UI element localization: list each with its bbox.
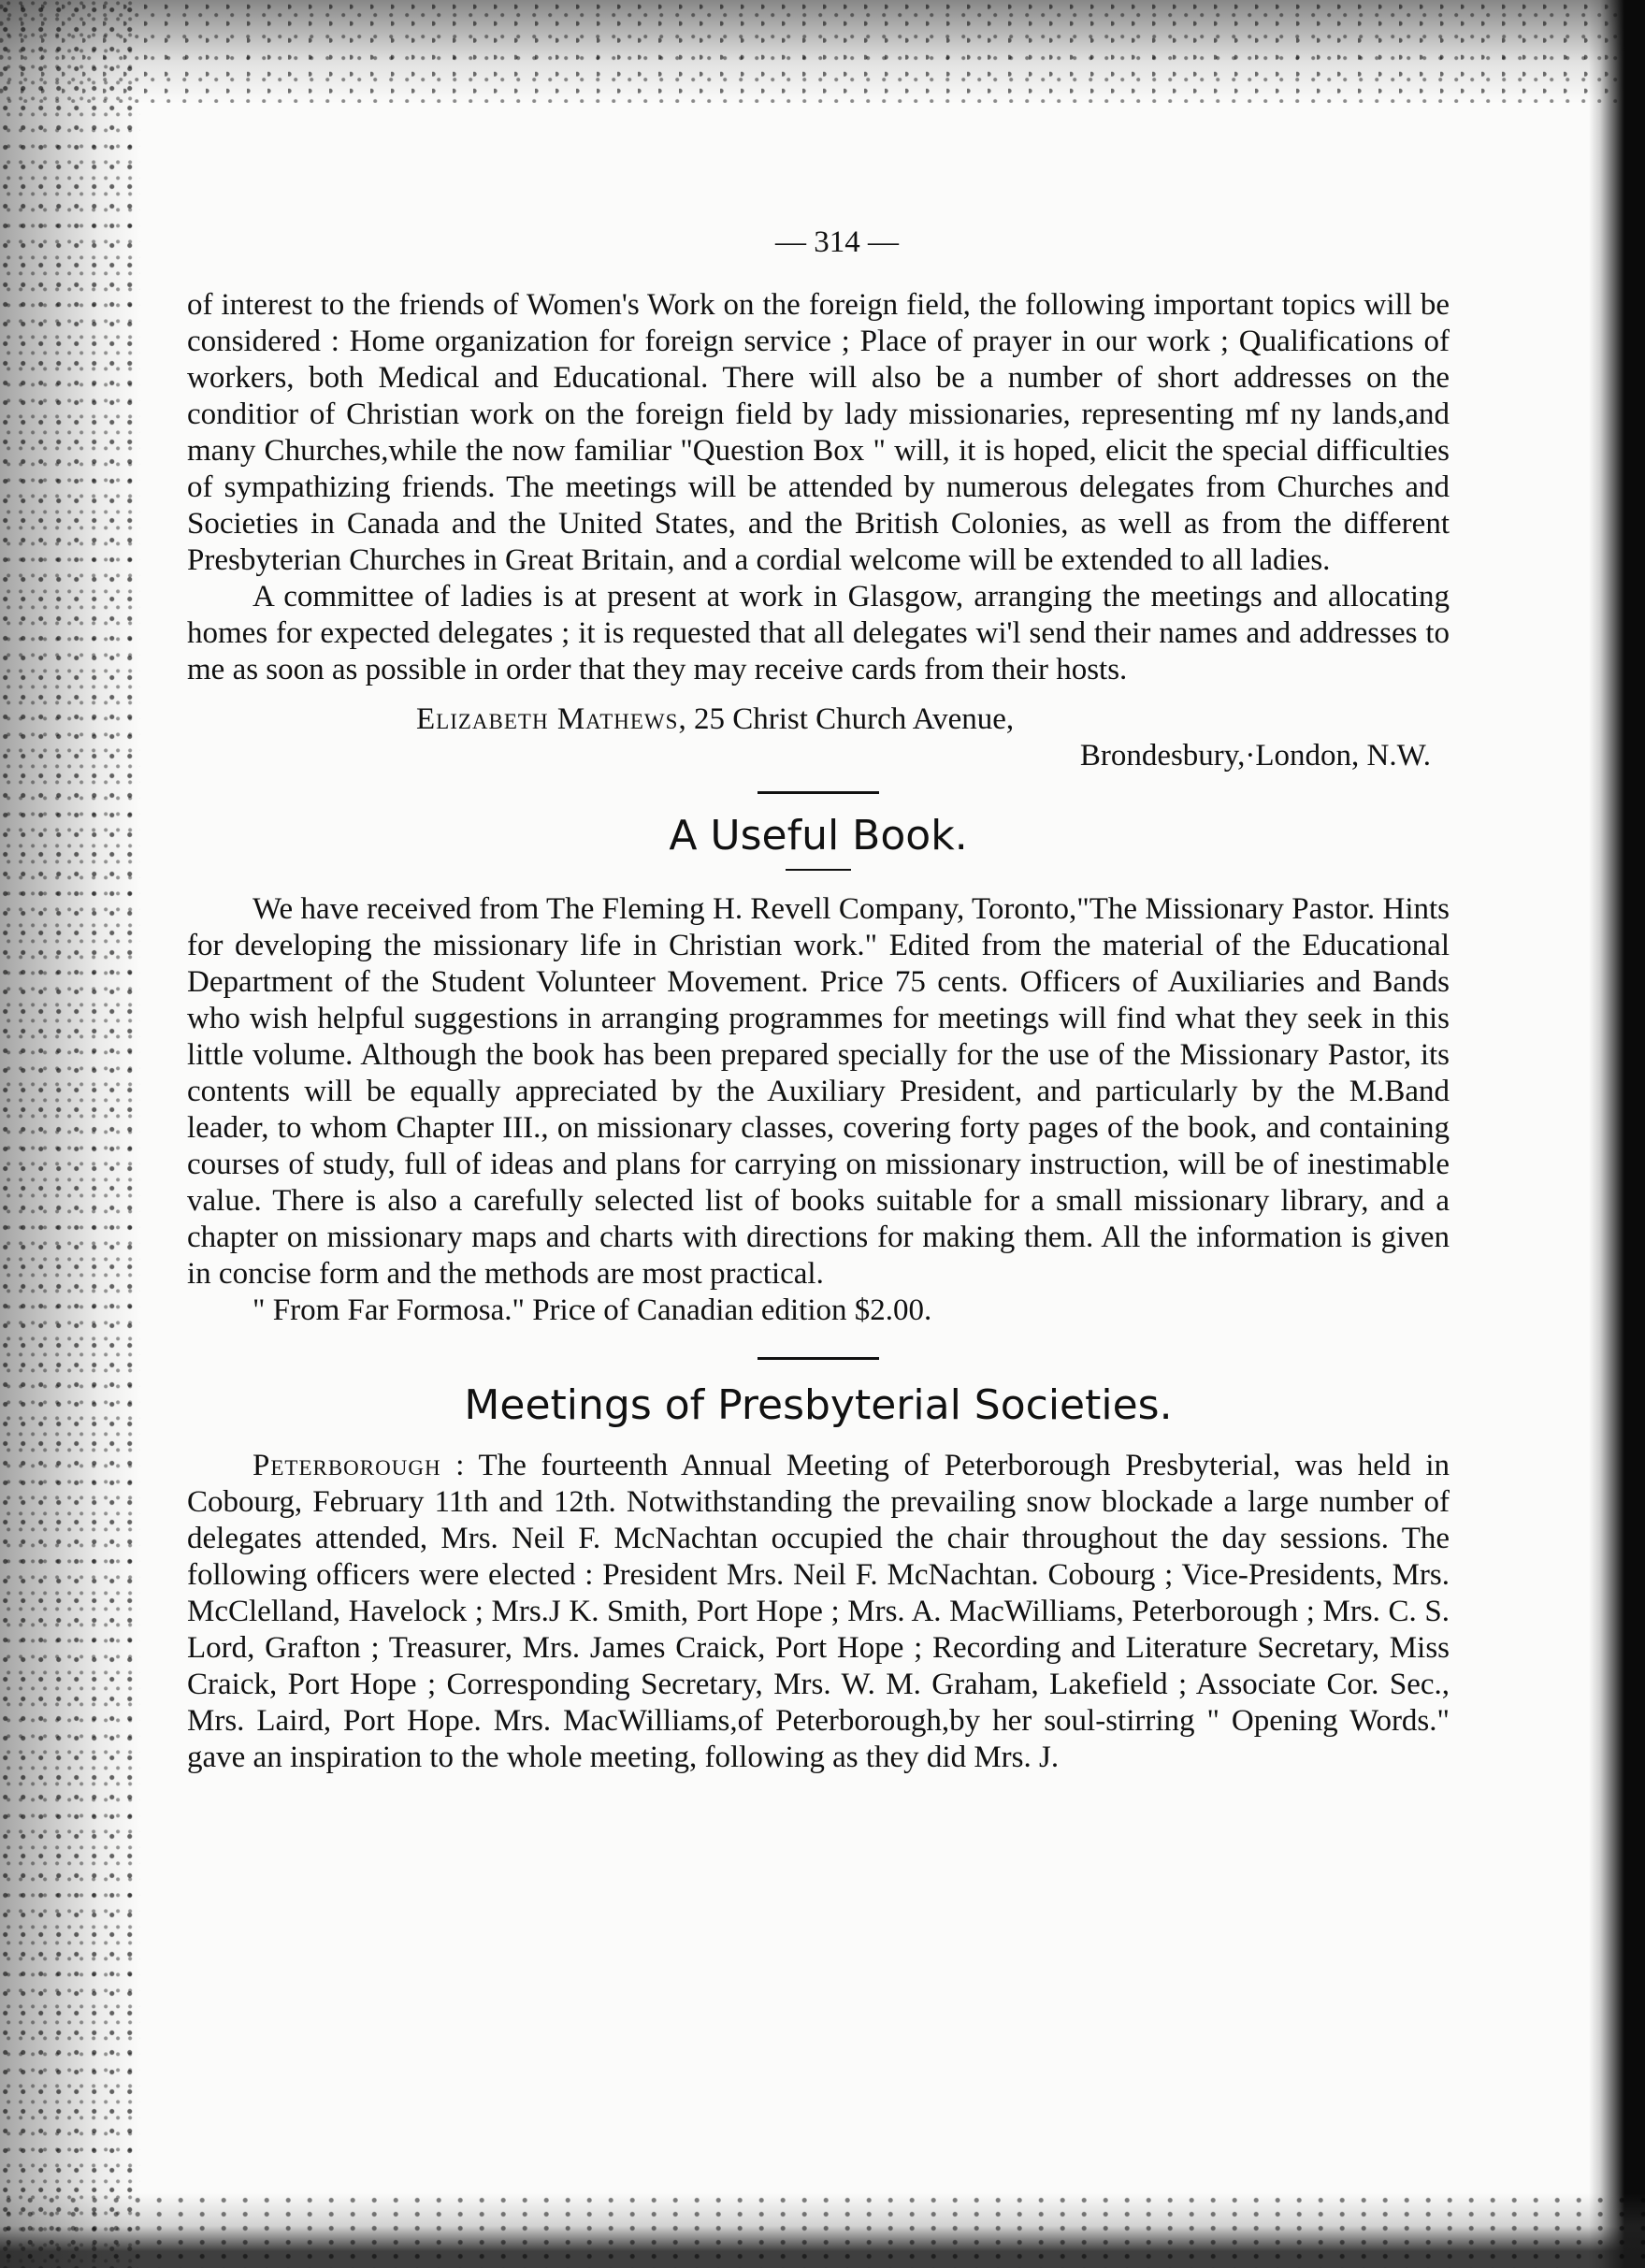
page-content (187, 224, 1450, 1776)
useful-book-paragraph: We have received from The Fleming H. Revell Company, Toronto,"The Missionary Pastor. Hints for developing the missionary life in Christian work." Edited from the material of the Educational Department of the Student Volunteer Movement. Price 75 cents. Officers of Auxiliaries and Bands who wish helpful suggestions in arranging programmes for meetings will find what they seek in this little volume. Although the book has been prepared specially for the use of the Missionary Pastor, its contents will be equally appreciated by the Auxiliary President, and particularly by the M.Band leader, to whom Chapter III., on missionary classes, covering forty pages of the book, and containing courses of study, full of ideas and plans for carrying on missionary instruction, will be of inestimable value. There is also a carefully selected list of books suitable for a small missionary library, and a chapter on missionary maps and charts with directions for making them. All the information is given in concise form and the methods are most practical. (187, 892, 1450, 1291)
signature-name: Elizabeth Mathews (416, 702, 679, 736)
peterborough-lead-in: Peterborough (253, 1449, 441, 1482)
signature-address-1: , 25 Christ Church Avenue, (678, 702, 1015, 736)
scan-edge-top (0, 0, 1645, 103)
scan-edge-bottom (0, 2193, 1645, 2268)
committee-paragraph: A committee of ladies is at present at work in Glasgow, arranging the meetings and allocating homes for expected delegates ; it is requested that all delegates wi'l send their names and addresses to me as soon as possible in order that they may receive cards from their hosts. (187, 580, 1450, 686)
page-number: — 314 — (775, 225, 899, 259)
section-divider (758, 791, 879, 794)
scan-edge-right (1589, 0, 1645, 2268)
peterborough-text: : The fourteenth Annual Meeting of Peterborough Presbyterial, was held in Cobourg, February 11th and 12th. Notwithstanding the prevailing snow blockade a large number of delegates attended, Mrs. Neil F. McNachtan occupied the chair throughout the day sessions. The following officers were elected : President Mrs. Neil F. McNachtan. Cobourg ; Vice-Presidents, Mrs. McClelland, Havelock ; Mrs.J K. Smith, Port Hope ; Mrs. A. MacWilliams, Peterborough ; Mrs. C. S. Lord, Grafton ; Treasurer, Mrs. James Craick, Port Hope ; Recording and Literature Secretary, Miss Craick, Port Hope ; Corresponding Secretary, Mrs. W. M. Graham, Lakefield ; Associate Cor. Sec., Mrs. Laird, Port Hope. Mrs. MacWilliams,of Peterborough,by her soul-stirring " Opening Words." gave an inspiration to the whole meeting, following as they did Mrs. J. (187, 1449, 1450, 1774)
heading-underline (786, 869, 851, 871)
intro-paragraph: of interest to the friends of Women's Work on the foreign field, the following important topics will be considered : Home organization for foreign service ; Place of prayer in our work ; Qualifications of workers, both Medical and Educational. There will also be a number of short addresses on the conditior of Christian work on the foreign field by lady missionaries, representing mf ny lands,and many Churches,while the now familiar "Question Box " will, it is hoped, elicit the special difficulties of sympathizing friends. The meetings will be attended by numerous delegates from Churches and Societies in Canada and the United States, and the British Colonies, as well as from the different Presbyterian Churches in Great Britain, and a cordial welcome will be extended to all ladies. (187, 288, 1450, 577)
section-divider (758, 1357, 879, 1360)
signature-address-2: Brondesbury,·London, N.W. (1079, 739, 1431, 773)
peterborough-paragraph (187, 1448, 1450, 1776)
scan-edge-left (0, 0, 140, 2268)
signature-line (187, 701, 1450, 738)
useful-book-heading: A Useful Book. (669, 812, 968, 860)
meetings-heading: Meetings of Presbyterial Societies. (464, 1381, 1173, 1429)
formosa-paragraph: " From Far Formosa." Price of Canadian edition $2.00. (253, 1293, 932, 1327)
